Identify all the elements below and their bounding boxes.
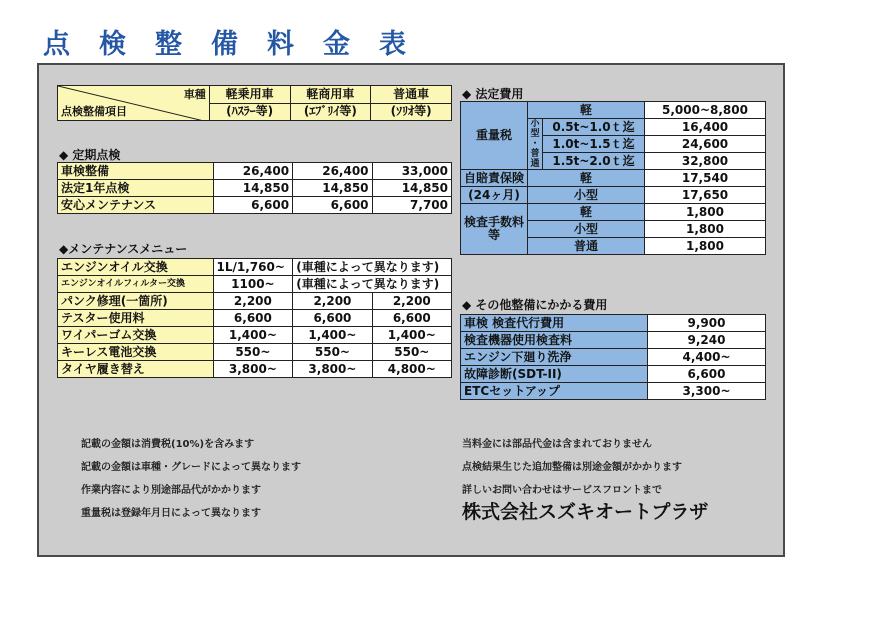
price-cell: 33,000 [372,163,451,180]
table-row [461,349,766,366]
price-cell: 3,800~ [293,361,372,378]
price-panel [37,63,785,557]
price-cell: 16,400 [645,119,766,136]
vert-char: 普 [530,149,540,159]
item-label: 安心メンテナンス [58,197,214,214]
item-label: エンジンオイルフィルター交換 [58,276,214,293]
weight-range-label: 1.5t~2.0ｔ迄 [543,153,645,170]
other-fees-table [460,314,766,400]
table-row [58,197,452,214]
price-cell: 5,000~8,800 [645,102,766,119]
price-cell: 1L/1,760~ [213,259,293,276]
periodic-section-title: ◆ 定期点検 [59,148,121,162]
item-label: パンク修理(一箇所) [58,293,214,310]
item-label: ワイパーゴム交換 [58,327,214,344]
col-regular-sub: (ｿﾘｵ等) [371,103,452,121]
col-kei-commercial: 軽商用車 [290,86,371,104]
price-cell: 9,900 [648,315,766,332]
price-cell: 6,600 [372,310,451,327]
service-label: ETCセットアップ [461,383,648,400]
vehicle-header-table [57,85,452,121]
price-cell: 14,850 [293,180,372,197]
weight-range-label: 0.5t~1.0ｔ迄 [543,119,645,136]
col-regular: 普通車 [371,86,452,104]
vert-char: 通 [530,159,540,169]
price-cell: 4,800~ [372,361,451,378]
price-cell: 3,800~ [213,361,293,378]
note-tax-included: 記載の金額は消費税(10%)を含みます [81,439,255,450]
price-cell: 1,400~ [293,327,372,344]
periodic-table [57,162,452,214]
small-car-label: 小型 [528,187,645,204]
price-cell: 6,600 [213,197,292,214]
regular-car-label: 普通 [528,238,645,255]
col-kei-commercial-sub: (ｴﾌﾞﾘｲ等) [290,103,371,121]
price-cell: 6,600 [293,310,372,327]
table-row [461,102,766,119]
note-varies-by-grade: 記載の金額は車種・グレードによって異なります [81,462,301,473]
size-vertical-label [528,119,543,170]
table-row [461,332,766,349]
insurance-label: 自賠責保険 [461,170,528,187]
item-label: エンジンオイル交換 [58,259,214,276]
price-cell: 1,800 [645,238,766,255]
title-char: 金 [323,29,350,60]
vehicle-type-label: 車種 [183,88,206,101]
service-label: 検査機器使用検査料 [461,332,648,349]
company-name: 株式会社スズキオートプラザ [462,501,709,523]
price-cell: 14,850 [372,180,451,197]
price-cell: 6,600 [293,197,372,214]
table-row [58,344,452,361]
insurance-period: (24ヶ月) [461,187,528,204]
kei-label: 軽 [528,170,645,187]
col-kei-passenger-sub: (ﾊｽﾗｰ等) [209,103,290,121]
price-cell: 550~ [372,344,451,361]
table-row [461,187,766,204]
table-row [58,310,452,327]
table-row [58,327,452,344]
item-label: タイヤ履き替え [58,361,214,378]
item-label: 車検整備 [58,163,214,180]
table-row [461,383,766,400]
table-row [58,259,452,276]
price-cell: 14,850 [213,180,292,197]
title-char: 整 [155,29,182,60]
note-additional-work: 点検結果生じた追加整備は別途金額がかかります [462,462,682,473]
price-cell: 1,800 [645,221,766,238]
kei-label: 軽 [528,204,645,221]
price-cell: 32,800 [645,153,766,170]
table-row [461,315,766,332]
price-cell: 3,300~ [648,383,766,400]
menu-table [57,258,452,378]
vert-char: ・ [530,139,540,149]
price-cell: 17,540 [645,170,766,187]
price-cell: 6,600 [213,310,293,327]
other-section-title: ◆ その他整備にかかる費用 [462,298,608,312]
price-cell: 1,400~ [213,327,293,344]
weight-range-label: 1.0t~1.5ｔ迄 [543,136,645,153]
small-car-label: 小型 [528,221,645,238]
table-row [58,293,452,310]
title-char: 表 [379,29,406,60]
price-cell: 7,700 [372,197,451,214]
table-row [58,163,452,180]
item-label: 法定1年点検 [58,180,214,197]
table-row [58,361,452,378]
weight-tax-label: 重量税 [461,102,528,170]
service-label: 故障診断(SDT-II) [461,366,648,383]
price-cell: 17,650 [645,187,766,204]
legal-fees-table [460,101,766,255]
price-cell: 2,200 [213,293,293,310]
title-char: 点 [43,29,70,60]
price-cell: 26,400 [293,163,372,180]
price-cell: 4,400~ [648,349,766,366]
col-kei-passenger: 軽乗用車 [209,86,290,104]
page-title [43,22,435,60]
menu-section-title: ◆メンテナンスメニュー [59,242,188,256]
inspection-fee-label: 検査手数料等 [461,204,528,255]
price-cell: 6,600 [648,366,766,383]
note-parts-cost: 作業内容により別途部品代がかかります [81,485,261,496]
table-row [58,180,452,197]
legal-section-title: ◆ 法定費用 [462,87,524,101]
service-label: 車検 検査代行費用 [461,315,648,332]
note-parts-not-included: 当料金には部品代金は含まれておりません [462,439,652,450]
table-row [461,366,766,383]
price-cell: 2,200 [372,293,451,310]
title-char: 料 [267,29,294,60]
table-row [461,170,766,187]
price-cell: 2,200 [293,293,372,310]
price-cell: 550~ [213,344,293,361]
price-note-cell: (車種によって異なります) [293,259,452,276]
note-contact-service: 詳しいお問い合わせはサービスフロントまで [462,485,662,496]
vert-char: 小 [530,119,540,129]
table-row [461,204,766,221]
kei-label: 軽 [528,102,645,119]
price-cell: 1,400~ [372,327,451,344]
price-cell: 24,600 [645,136,766,153]
service-label: エンジン下廻り洗浄 [461,349,648,366]
price-cell: 550~ [293,344,372,361]
price-note-cell: (車種によって異なります) [293,276,452,293]
title-char: 備 [211,29,238,60]
price-cell: 9,240 [648,332,766,349]
inspection-item-label: 点検整備項目 [61,105,127,118]
header-diagonal-cell [58,86,210,121]
title-char: 検 [99,29,126,60]
price-cell: 26,400 [213,163,292,180]
item-label: テスター使用料 [58,310,214,327]
note-weight-tax: 重量税は登録年月日によって異なります [81,508,261,519]
price-cell: 1100~ [213,276,293,293]
item-label: キーレス電池交換 [58,344,214,361]
table-row [58,276,452,293]
price-cell: 1,800 [645,204,766,221]
vert-char: 型 [530,129,540,139]
